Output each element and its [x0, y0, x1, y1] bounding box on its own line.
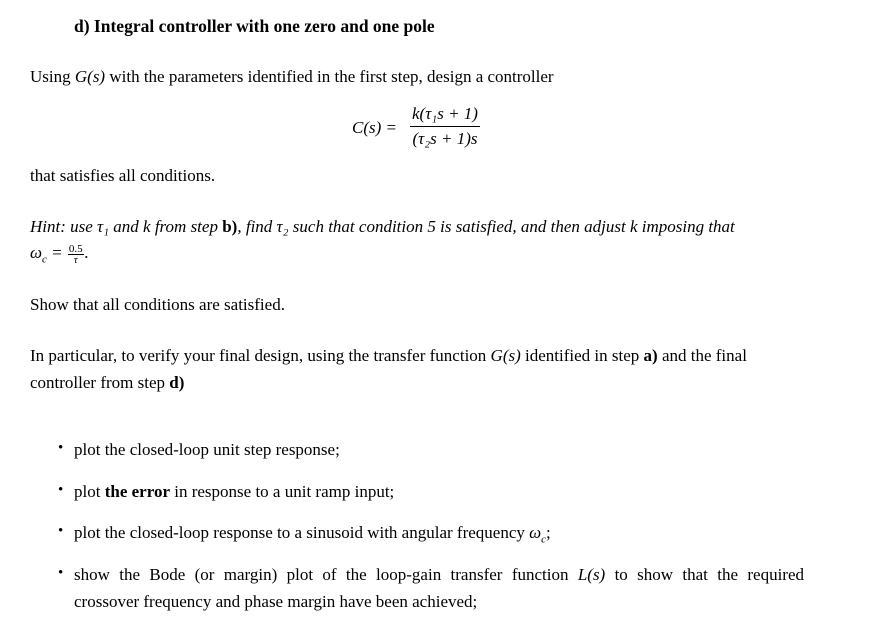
small-fraction-num: 0.5	[68, 242, 83, 255]
equation-fraction	[410, 104, 480, 149]
omega-subscript: c	[541, 533, 547, 546]
verify-text: In particular, to verify your final design, using the transfer function	[30, 346, 491, 365]
bullet-icon: •	[58, 565, 64, 581]
bullet-icon: •	[58, 440, 64, 456]
list-item-bode-cont: crossover frequency and phase margin have been achieved;	[74, 592, 478, 611]
section-heading: d) Integral controller with one zero and one pole	[74, 16, 435, 36]
item-text: plot the closed-loop response to a sinusoid with angular frequency	[74, 523, 530, 542]
hint-step-ref: b)	[222, 217, 238, 236]
step-a-ref: a)	[643, 346, 658, 365]
bullet-icon: •	[58, 482, 64, 498]
item-text-rest: to show that the required	[605, 565, 804, 584]
omega-symbol: ω	[30, 243, 43, 262]
hint-line-2	[30, 243, 89, 265]
list-item-ramp-error	[74, 482, 394, 502]
plant-symbol: G(s)	[74, 67, 106, 86]
step-d-ref: d)	[169, 373, 185, 392]
list-item-sinusoid	[74, 523, 551, 545]
item-text-end: ;	[546, 523, 551, 542]
item-text: show the Bode (or margin) plot of the loop-gain transfer function	[74, 565, 578, 584]
equation-denominator: (τ₂s + 1)s	[412, 129, 478, 148]
period: .	[84, 243, 89, 262]
list-item-step-response: plot the closed-loop unit step response;	[74, 440, 340, 459]
equation-numerator: k(τ₁s + 1)	[412, 104, 478, 123]
hint-text: Hint: use τ₁ and k from step	[30, 217, 223, 236]
omega-symbol: ω	[529, 523, 542, 542]
item-bold: the error	[104, 482, 170, 501]
equals-sign: =	[46, 243, 67, 262]
verify-paragraph-line-2	[30, 373, 184, 393]
intro-text-rest: with the parameters identified in the first step, design a controller	[105, 67, 554, 86]
verify-text-cont: controller from step	[30, 373, 170, 392]
show-conditions-text: Show that all conditions are satisfied.	[30, 295, 285, 314]
loop-gain-symbol: L(s)	[577, 565, 606, 584]
verify-paragraph-line-1	[30, 346, 747, 366]
verify-text-end: and the final	[657, 346, 747, 365]
intro-paragraph	[30, 67, 554, 87]
hint-text-rest: , find τ₂ such that condition 5 is satisfied, and then adjust k imposing that	[237, 217, 735, 236]
plant-symbol: G(s)	[490, 346, 521, 365]
omega-subscript: c	[42, 253, 47, 266]
verify-text-mid: identified in step	[520, 346, 644, 365]
small-fraction-den: τ	[73, 253, 78, 266]
small-fraction	[68, 244, 84, 265]
item-text: plot	[74, 482, 105, 501]
intro-text: Using	[30, 67, 75, 86]
bullet-icon: •	[58, 523, 64, 539]
list-item-bode	[74, 565, 804, 585]
fraction-bar	[410, 126, 480, 127]
hint-line-1	[30, 217, 735, 237]
conditions-text: that satisfies all conditions.	[30, 166, 216, 185]
item-text-rest: in response to a unit ramp input;	[170, 482, 395, 501]
equation-lhs: C(s) =	[352, 118, 397, 137]
